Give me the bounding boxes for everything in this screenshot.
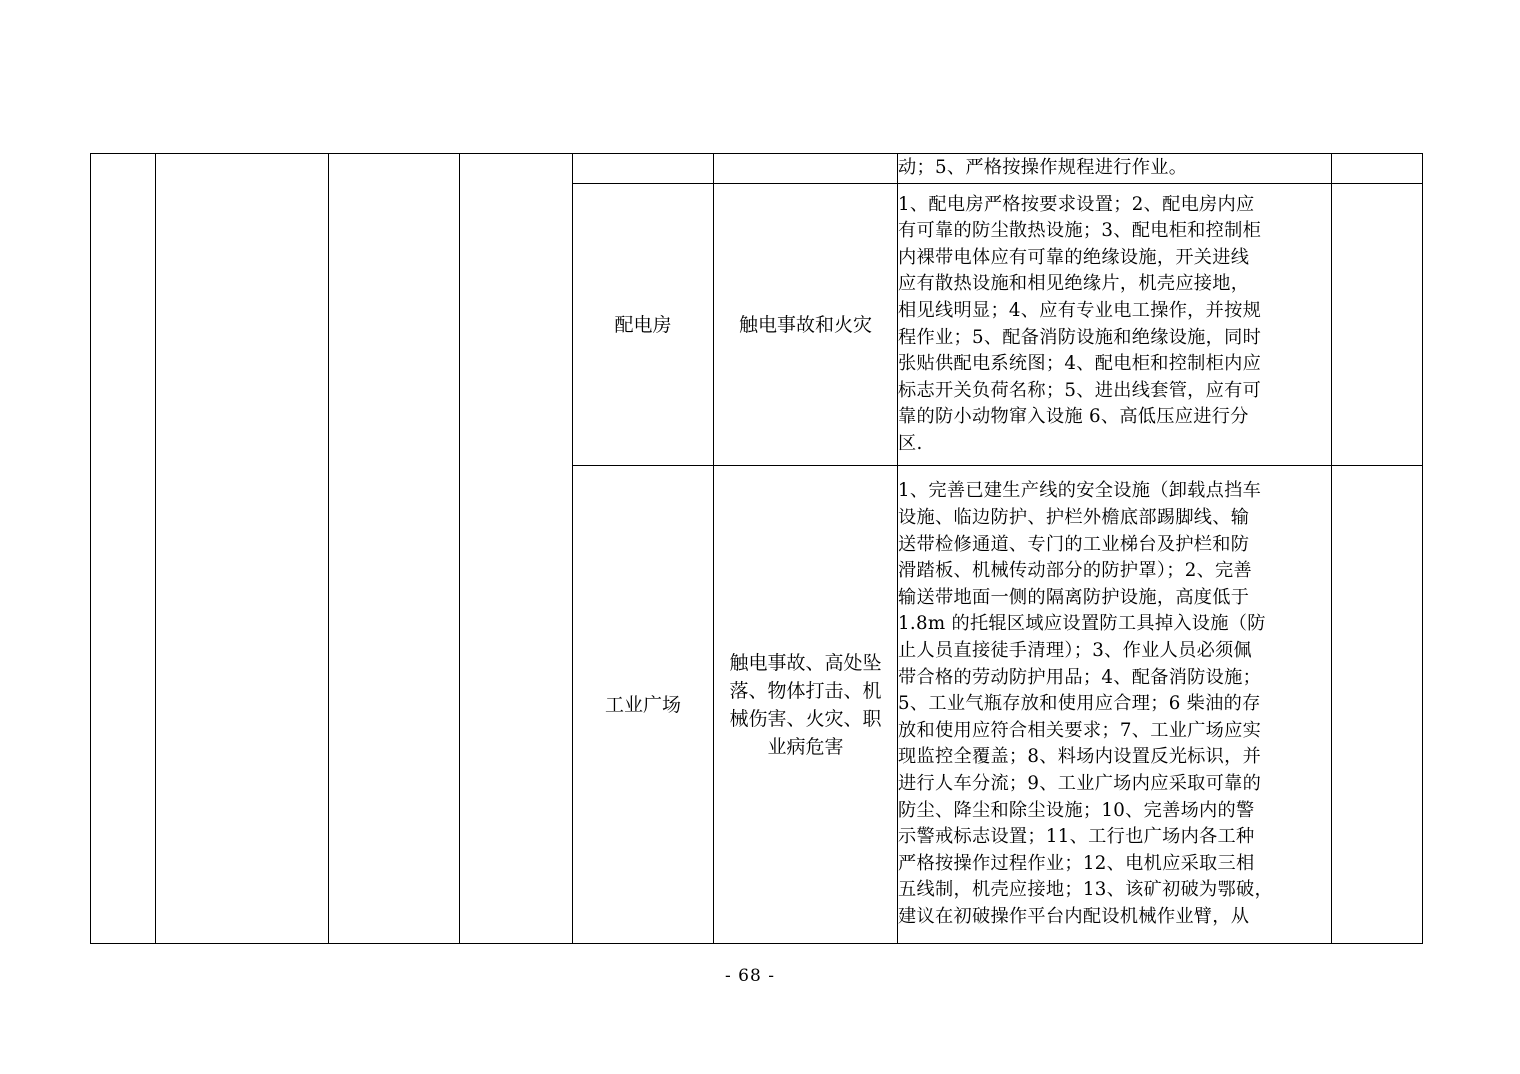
hazard-line: 业病危害 — [767, 735, 844, 758]
table-row-continued — [91, 154, 1423, 184]
text-line: 内裸带电体应有可靠的绝缘设施，开关进线 — [898, 246, 1250, 268]
text-line: 进行人车分流；9、工业广场内应采取可靠的 — [898, 772, 1262, 794]
place-cell-empty — [573, 154, 714, 184]
text-line: 区. — [898, 432, 923, 454]
remarks-cell — [1332, 184, 1423, 466]
text-line: 标志开关负荷名称；5、进出线套管，应有可 — [898, 379, 1262, 401]
text-line: 靠的防小动物窜入设施 6、高低压应进行分 — [898, 406, 1249, 428]
measures-cell — [898, 154, 1332, 184]
hazard-line: 触电事故、高处坠 — [729, 651, 882, 674]
merged-cell-col1 — [91, 154, 156, 944]
text-line: 张贴供配电系统图；4、配电柜和控制柜内应 — [898, 353, 1262, 375]
text-line: 五线制，机壳应接地；13、该矿初破为鄂破， — [898, 879, 1274, 901]
hazard-cell-empty — [714, 154, 898, 184]
text-line: 送带检修通道、专门的工业梯台及护栏和防 — [898, 533, 1250, 555]
text-line: 1、配电房严格按要求设置；2、配电房内应 — [898, 193, 1255, 215]
text-line: 滑踏板、机械传动部分的防护罩）；2、完善 — [898, 560, 1253, 582]
text-line: 示警戒标志设置；11、工行也广场内各工种 — [898, 826, 1255, 848]
text-line: 相见线明显；4、应有专业电工操作，并按规 — [898, 299, 1262, 321]
text-line: 止人员直接徒手清理）；3、作业人员必须佩 — [898, 640, 1253, 662]
text-line: 防尘、降尘和除尘设施；10、完善场内的警 — [898, 799, 1255, 821]
text-line: 输送带地面一侧的隔离防护设施，高度低于 — [898, 586, 1250, 608]
merged-cell-col3 — [329, 154, 460, 944]
text-line: 动；5、严格按操作规程进行作业。 — [898, 157, 1188, 179]
text-line: 带合格的劳动防护用品；4、配备消防设施； — [898, 666, 1262, 688]
text-line: 放和使用应符合相关要求；7、工业广场应实 — [898, 719, 1262, 741]
risk-control-table — [90, 153, 1423, 944]
merged-cell-col4 — [460, 154, 573, 944]
remarks-cell — [1332, 466, 1423, 944]
text-line: 程作业；5、配备消防设施和绝缘设施，同时 — [898, 326, 1262, 348]
measures-cell — [898, 466, 1332, 944]
text-line: 5、工业气瓶存放和使用应合理；6 柴油的存 — [898, 693, 1261, 715]
text-line: 建议在初破操作平台内配设机械作业臂，从 — [898, 905, 1250, 927]
remarks-cell — [1332, 154, 1423, 184]
text-line: 1.8m 的托辊区域应设置防工具掉入设施（防 — [898, 613, 1266, 635]
text-line: 设施、临边防护、护栏外檐底部踢脚线、输 — [898, 507, 1250, 529]
text-line: 1、完善已建生产线的安全设施（卸载点挡车 — [898, 480, 1262, 502]
text-line: 现监控全覆盖；8、料场内设置反光标识，并 — [898, 746, 1262, 768]
page-number: - 68 - — [725, 966, 775, 986]
hazard-cell: 触电事故和火灾 — [714, 184, 898, 466]
hazard-line: 械伤害、火灾、职 — [729, 707, 882, 730]
measures-cell — [898, 184, 1332, 466]
place-cell: 工业广场 — [573, 466, 714, 944]
text-line: 有可靠的防尘散热设施；3、配电柜和控制柜 — [898, 220, 1262, 242]
text-line: 严格按操作过程作业；12、电机应采取三相 — [898, 852, 1255, 874]
text-line: 应有散热设施和相见绝缘片，机壳应接地， — [898, 273, 1250, 295]
hazard-line: 落、物体打击、机 — [729, 679, 882, 702]
hazard-cell — [714, 466, 898, 944]
place-cell: 配电房 — [573, 184, 714, 466]
merged-cell-col2 — [156, 154, 329, 944]
